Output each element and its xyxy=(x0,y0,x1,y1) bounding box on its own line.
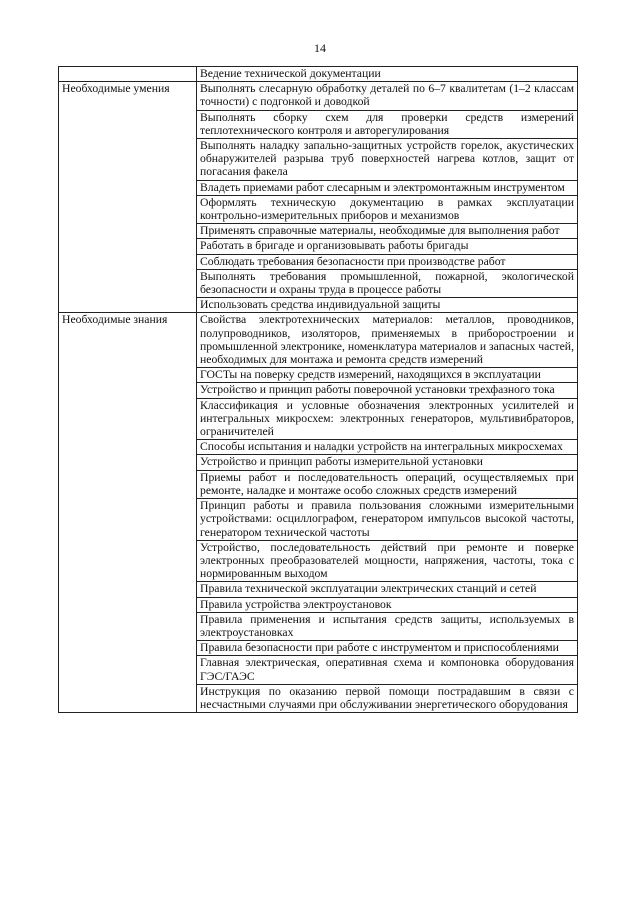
knowledge-item: Правила технической эксплуатации электрических станций и сетей xyxy=(197,582,578,597)
row-label xyxy=(59,67,197,82)
knowledge-item: Устройство и принцип работы поверочной установки трехфазного тока xyxy=(197,383,578,398)
skill-item: Соблюдать требования безопасности при производстве работ xyxy=(197,254,578,269)
skill-item: Оформлять техническую документацию в рамках эксплуатации контрольно-измерительных приборов и механизмов xyxy=(197,195,578,223)
table-row xyxy=(59,313,578,368)
skill-item: Выполнять сборку схем для проверки средств измерений теплотехнического контроля и авторегулирования xyxy=(197,110,578,138)
knowledge-item: Правила применения и испытания средств защиты, используемых в электроустановках xyxy=(197,612,578,640)
skills-label: Необходимые умения xyxy=(59,82,197,313)
knowledge-item: Правила устройства электроустановок xyxy=(197,597,578,612)
knowledge-item: Устройство, последовательность действий при ремонте и поверке электронных преобразователей мощности, напряжения, частоты, тока с нормированным выходом xyxy=(197,540,578,582)
skill-item: Выполнять наладку запально-защитных устройств горелок, акустических обнаружителей разрыва труб поверхностей нагрева котлов, защит от погасания факела xyxy=(197,139,578,181)
knowledge-label: Необходимые знания xyxy=(59,313,197,713)
skill-item: Выполнять требования промышленной, пожарной, экологической безопасности и охраны труда в процессе работы xyxy=(197,269,578,297)
knowledge-item: Инструкция по оказанию первой помощи пострадавшим в связи с несчастными случаями при обслуживании энергетического оборудования xyxy=(197,684,578,712)
table-row xyxy=(59,67,578,82)
skill-item: Владеть приемами работ слесарным и электромонтажным инструментом xyxy=(197,180,578,195)
knowledge-item: Классификация и условные обозначения электронных усилителей и интегральных микросхем: электронных генераторов, мультивибраторов, ограничителей xyxy=(197,398,578,440)
page-number: 14 xyxy=(314,41,326,55)
skill-item: Использовать средства индивидуальной защиты xyxy=(197,298,578,313)
knowledge-item: Приемы работ и последовательность операций, осуществляемых при ремонте, наладке и монтаже особо сложных средств измерений xyxy=(197,470,578,498)
table-row xyxy=(59,82,578,110)
knowledge-item: Свойства электротехнических материалов: металлов, проводников, полупроводников, изоляторов, применяемых в приборостроении и промышленной электронике, номенклатура материалов и запасных частей, необходимых для монтажа и ремонта средств измерений xyxy=(197,313,578,368)
knowledge-item: Принцип работы и правила пользования сложными измерительными устройствами: осциллографом, генератором импульсов высокой частоты, генератором технической частоты xyxy=(197,499,578,541)
row-text: Ведение технической документации xyxy=(197,67,578,82)
skill-item: Выполнять слесарную обработку деталей по 6–7 квалитетам (1–2 классам точности) с подгонкой и доводкой xyxy=(197,82,578,110)
knowledge-item: Способы испытания и наладки устройств на интегральных микросхемах xyxy=(197,440,578,455)
skill-item: Работать в бригаде и организовывать работы бригады xyxy=(197,239,578,254)
knowledge-item: ГОСТы на поверку средств измерений, находящихся в эксплуатации xyxy=(197,368,578,383)
knowledge-item: Устройство и принцип работы измерительной установки xyxy=(197,455,578,470)
skill-item: Применять справочные материалы, необходимые для выполнения работ xyxy=(197,224,578,239)
knowledge-item: Правила безопасности при работе с инструментом и приспособлениями xyxy=(197,641,578,656)
competency-table xyxy=(58,66,578,713)
knowledge-item: Главная электрическая, оперативная схема и компоновка оборудования ГЭС/ГАЭС xyxy=(197,656,578,684)
